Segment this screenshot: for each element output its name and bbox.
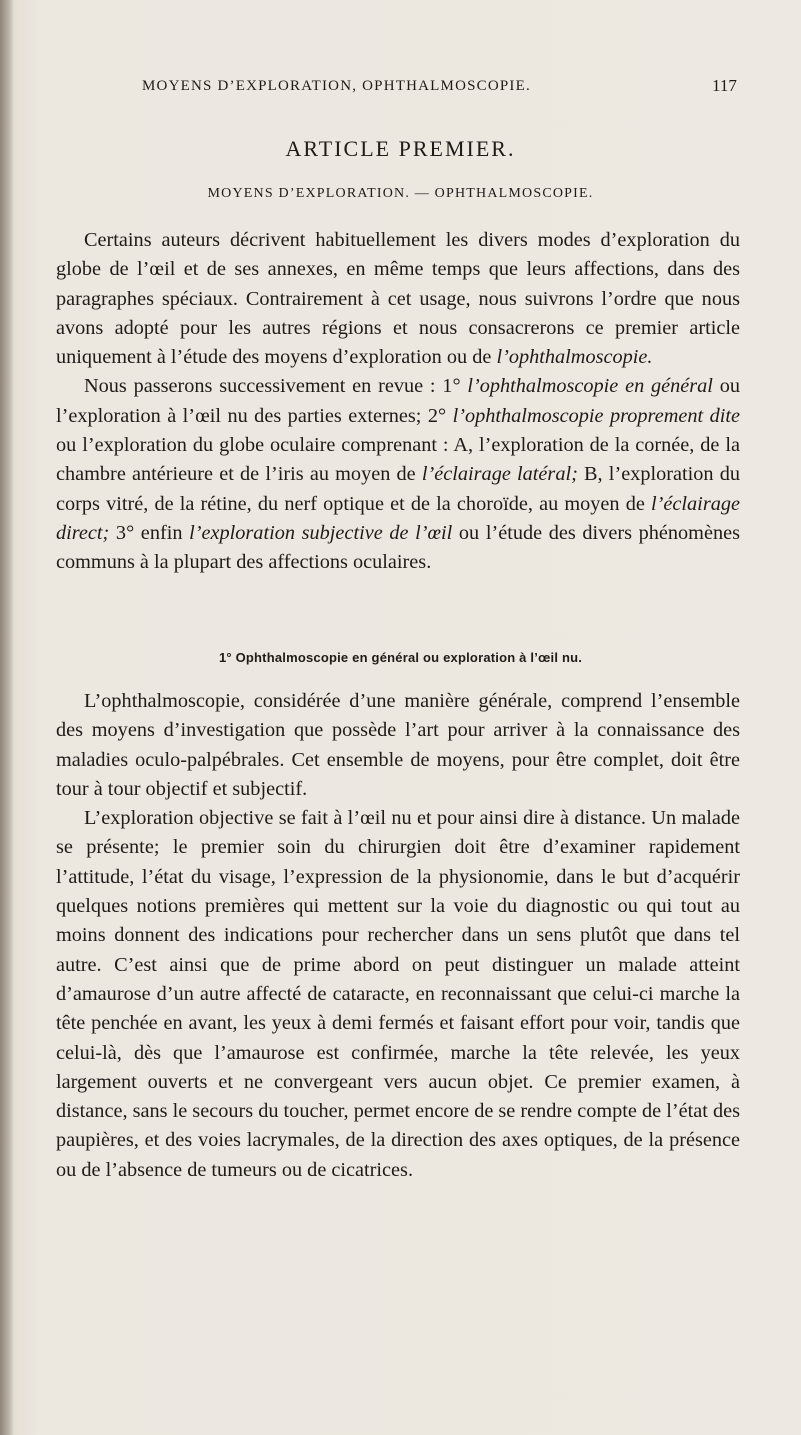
article-title: ARTICLE PREMIER.	[285, 136, 516, 161]
intro-paragraph-1	[56, 226, 740, 372]
intro-paragraph-2-part-6: ou l’étude des divers phénomènes communs à la plupart des affections oculaires.	[56, 521, 740, 574]
intro-paragraph-2-part-2: ou l’exploration à l’œil nu des parties externes; 2°	[56, 375, 740, 427]
page-number: 117	[712, 76, 737, 95]
intro-paragraph-2-part-4: B, l’exploration du corps vitré, de la rétine, du nerf optique et de la choroïde, au moyen de	[56, 463, 741, 515]
intro-paragraph-2-italic-1: l’ophthalmoscopie en général	[467, 375, 713, 398]
page-spine-shadow	[0, 0, 14, 1435]
section-text-block	[56, 687, 740, 1185]
section-heading: 1° Ophthalmoscopie en général ou exploration à l’œil nu.	[218, 650, 583, 665]
intro-paragraph-2-italic-3: l’éclairage latéral;	[421, 463, 578, 486]
intro-paragraph-1-italic: l’ophthalmoscopie.	[496, 346, 653, 369]
section-paragraph-1: L’ophthalmoscopie, considérée d’une manière générale, comprend l’ensemble des moyens d’investigation que possède l’art pour arriver à la connaissance des maladies oculo-palpébrales. Cet ensemble de moyens, pour être complet, doit être tour à tour objectif et subjectif.	[56, 690, 740, 800]
section-paragraph-2: L’exploration objective se fait à l’œil nu et pour ainsi dire à distance. Un malade se présente; le premier soin du chirurgien doit être d’examiner rapidement l’attitude, l’état du visage, l’expression de la physionomie, dans le but d’acquérir quelques notions premières qui mettent sur la voie du diagnostic ou qui tout au moins donnent des indications pour rechercher dans un sens plutôt que dans tel autre. C’est ainsi que de prime abord on peut distinguer un malade atteint d’amaurose d’un autre affecté de cataracte, en reconnaissant que celui-ci marche la tête penchée en avant, les yeux à demi fermés et faisant effort pour voir, tandis que celui-là, dès que l’amaurose est confirmée, marche la tête relevée, les yeux largement ouverts et ne convergeant vers aucun objet. Ce premier examen, à distance, sans le secours du toucher, permet encore de se rendre compte de l’état des paupières, et des voies lacrymales, de la direction des axes optiques, de la présence ou de l’absence de tumeurs ou de cicatrices.	[56, 807, 740, 1181]
intro-paragraph-1-text: Certains auteurs décrivent habituellement les divers modes d’exploration du globe de l’œil et de ses annexes, en même temps que leurs affections, dans des paragraphes spéciaux. Contrairement à cet usage, nous suivrons l’ordre que nous avons adopté pour les autres régions et nous consacrerons ce premier article uniquement à l’étude des moyens d’exploration ou de	[56, 229, 740, 369]
intro-paragraph-2-italic-5: l’exploration subjective de l’œil	[189, 521, 453, 544]
intro-paragraph-2-italic-2: l’ophthalmoscopie proprement dite	[452, 404, 740, 427]
intro-text-block	[56, 226, 740, 578]
intro-paragraph-2-part-1: Nous passerons successivement en revue : 1°	[84, 375, 468, 398]
article-subtitle: MOYENS D’EXPLORATION. — OPHTHALMOSCOPIE.	[207, 186, 594, 201]
intro-paragraph-2	[56, 372, 740, 577]
intro-paragraph-2-part-5: 3° enfin	[109, 521, 190, 544]
running-header: MOYENS D’EXPLORATION, OPHTHALMOSCOPIE.	[142, 78, 531, 94]
intro-paragraph-2-italic-4: l’éclairage direct;	[56, 492, 740, 544]
intro-paragraph-2-part-3: ou l’exploration du globe oculaire comprenant : A, l’exploration de la cornée, de la chambre antérieure et de l’iris au moyen de	[56, 434, 740, 486]
